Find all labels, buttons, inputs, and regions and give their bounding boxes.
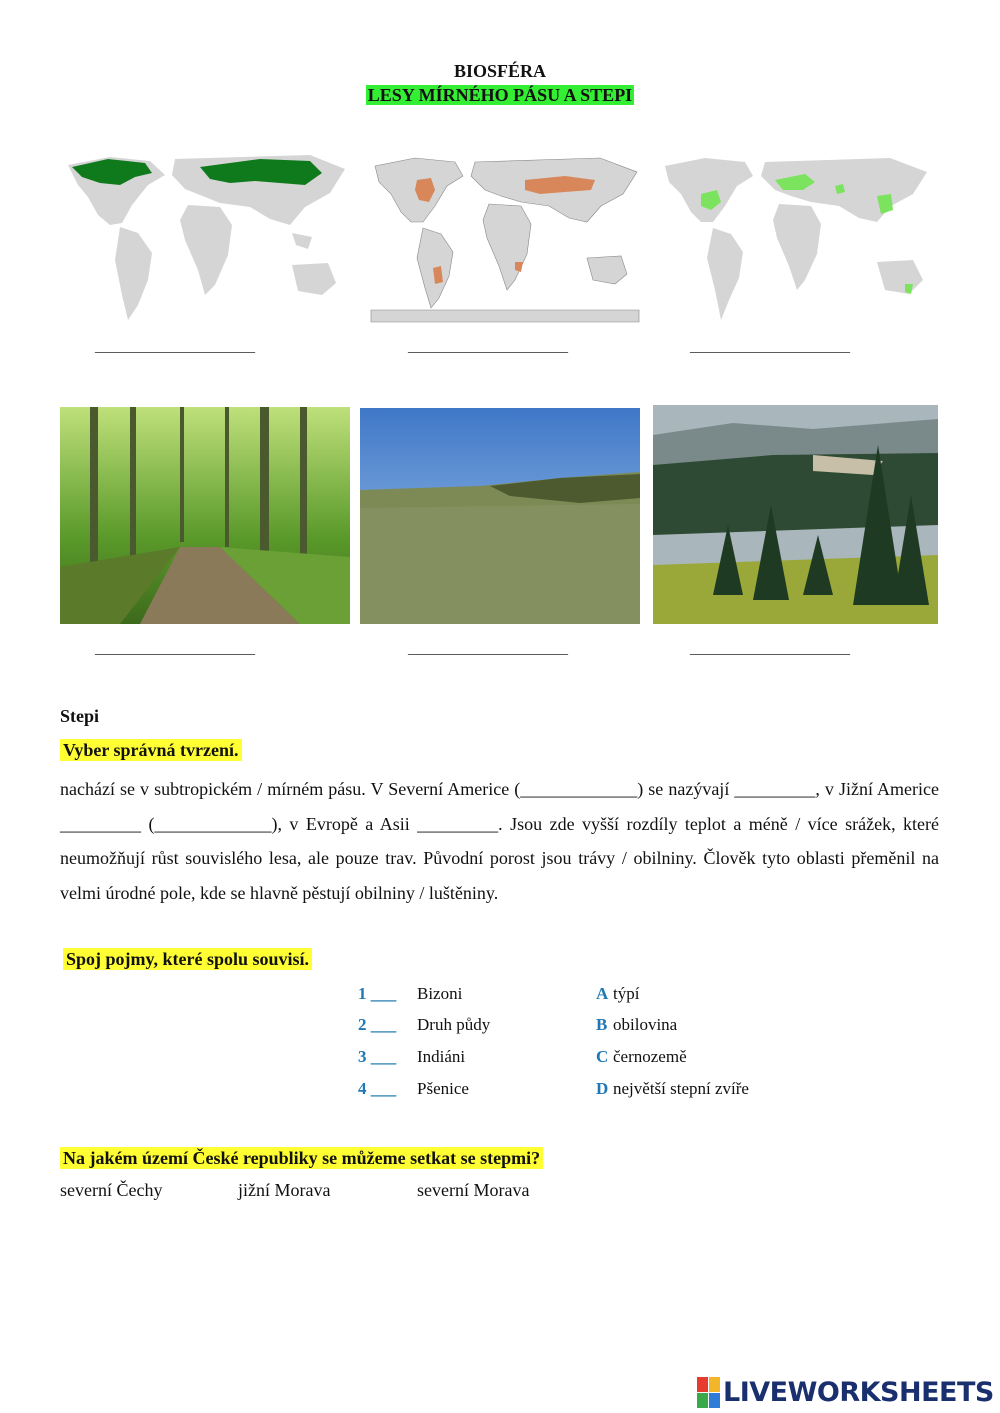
subtitle-text: LESY MÍRNÉHO PÁSU A STEPI — [367, 85, 633, 105]
logo-text: LIVEWORKSHEETS — [723, 1377, 994, 1408]
match-term: Druh půdy — [417, 1015, 491, 1034]
section-heading-stepi: Stepi — [60, 706, 100, 726]
match-answer: největší stepní zvíře — [613, 1079, 749, 1098]
answer-blank-photo-2[interactable]: ____________________ — [408, 640, 568, 657]
stepi-paragraph[interactable]: nachází se v subtropickém / mírném pásu. V Severní Americe (_____________) se nazývají _________, v Jižní Americe _________ (_____________), v Evropě a Asii _________. Jsou zde vyšší rozdíly teplot a méně / více srážek, které neumožňují růst souvislého lesa, ale pouze trav. Původní porost jsou trávy / obilniny. Člověk tyto oblasti přeměnil na velmi úrodné pole, kde se hlavně pěstují obilniny / luštěniny. — [60, 779, 939, 903]
match-number-blank[interactable]: 3 ___ — [358, 1047, 397, 1066]
task-select-statements — [60, 740, 242, 761]
world-map-temperate-forest — [655, 150, 935, 328]
match-term: Pšenice — [417, 1079, 469, 1098]
photo-mixed-forest — [653, 405, 938, 624]
task-label: Vyber správná tvrzení. — [60, 739, 242, 761]
liveworksheets-logo — [697, 1375, 997, 1409]
match-number-blank[interactable]: 2 ___ — [358, 1015, 397, 1034]
match-letter: A — [596, 984, 609, 1003]
match-number-blank[interactable]: 1 ___ — [358, 984, 397, 1003]
page-subtitle — [0, 84, 1000, 106]
world-map-taiga — [60, 145, 352, 327]
option-severni-morava[interactable]: severní Morava — [417, 1180, 530, 1200]
page-title: BIOSFÉRA — [453, 61, 547, 81]
logo-icon — [697, 1377, 721, 1409]
option-jizni-morava[interactable]: jižní Morava — [238, 1180, 331, 1200]
answer-blank-photo-3[interactable]: ____________________ — [690, 640, 850, 657]
question-czech-steppe — [60, 1148, 543, 1169]
photo-steppe-grassland — [360, 408, 640, 624]
match-letter: D — [596, 1079, 609, 1098]
answer-blank-map-3[interactable]: ____________________ — [690, 338, 850, 355]
answer-blank-map-2[interactable]: ____________________ — [408, 338, 568, 355]
match-letter: B — [596, 1015, 608, 1034]
task-matching — [63, 949, 312, 970]
world-map-steppe — [365, 150, 645, 323]
match-answer: týpí — [613, 984, 640, 1003]
photo-deciduous-forest — [60, 407, 350, 624]
question-text: Na jakém území České republiky se můžeme setkat se stepmi? — [60, 1147, 543, 1169]
match-answer: černozemě — [613, 1047, 687, 1066]
option-severni-cechy[interactable]: severní Čechy — [60, 1180, 163, 1200]
match-number-blank[interactable]: 4 ___ — [358, 1079, 397, 1098]
match-letter: C — [596, 1047, 609, 1066]
matching-task-label: Spoj pojmy, které spolu souvisí. — [63, 948, 312, 970]
answer-blank-map-1[interactable]: ____________________ — [95, 338, 255, 355]
answer-blank-photo-1[interactable]: ____________________ — [95, 640, 255, 657]
match-answer: obilovina — [613, 1015, 678, 1034]
match-term: Indiáni — [417, 1047, 466, 1066]
match-term: Bizoni — [417, 984, 463, 1003]
